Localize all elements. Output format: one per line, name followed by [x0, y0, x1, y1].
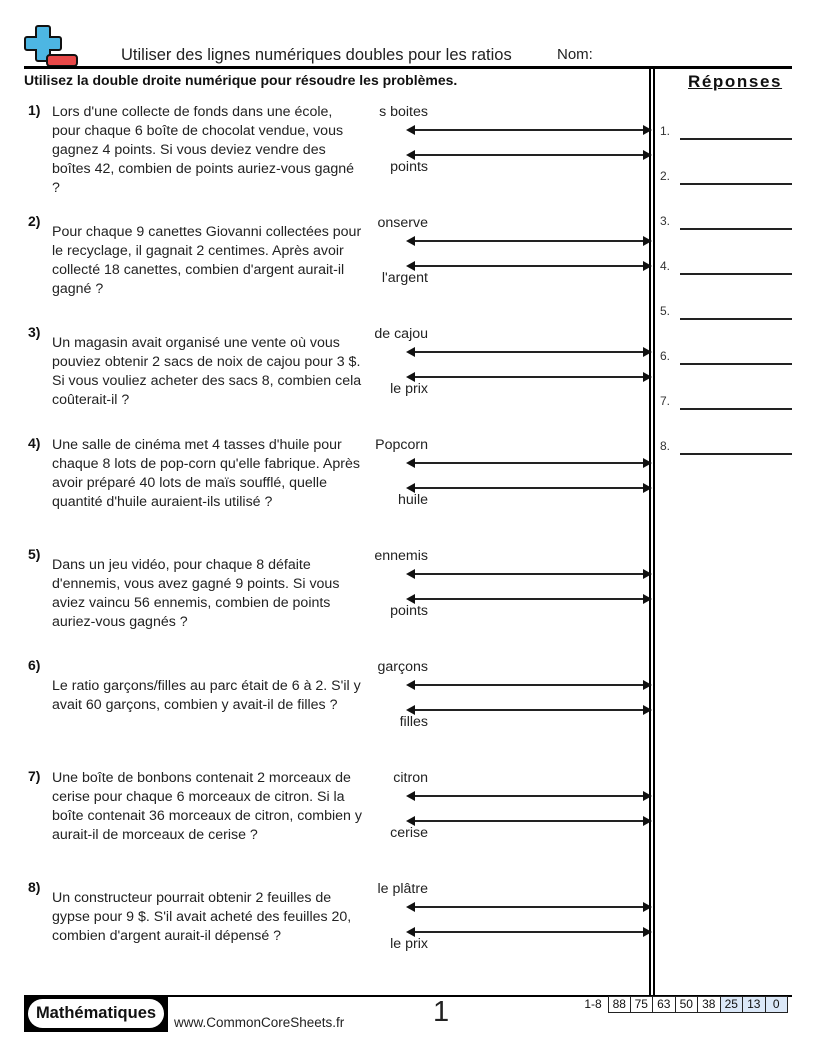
problem-text: Lors d'une collecte de fonds dans une école, pour chaque 6 boîte de chocolat vendue, vous gagnez 4 points. Si vous deviez vendre des boîtes 42, combien de points auriez-vous gagné ? [52, 104, 355, 196]
score-range-label: 1-8 [584, 997, 602, 1011]
number-line-top[interactable] [410, 573, 648, 575]
score-cell: 75 [631, 996, 654, 1013]
problem-7 [24, 766, 664, 877]
footer-url[interactable]: www.CommonCoreSheets.fr [174, 1015, 345, 1030]
problem-number: 5) [28, 546, 41, 562]
problem-text: Un magasin avait organisé une vente où vous pouviez obtenir 2 sacs de noix de cajou pour 3 $. Si vous vouliez acheter des sacs 8, combien cela coûterait-il ? [52, 335, 362, 408]
score-cell: 50 [676, 996, 699, 1013]
problem-text: Une salle de cinéma met 4 tasses d'huile pour chaque 8 lots de pop-corn qu'elle fabrique. Après avoir préparé 40 lots de maïs soufflé, quelle quantité d'huile auraient-ils utilisé ? [52, 437, 360, 510]
problem-8 [24, 877, 664, 988]
score-cell: 63 [653, 996, 676, 1013]
instructions: Utilisez la double droite numérique pour résoudre les problèmes. [24, 72, 458, 88]
problem-number: 6) [28, 657, 41, 673]
score-cell: 38 [698, 996, 721, 1013]
problem-number: 2) [28, 213, 41, 229]
number-line-bottom-label: le prix [390, 936, 428, 952]
number-line-bottom[interactable] [410, 154, 648, 156]
score-cell: 0 [766, 996, 789, 1013]
problem-text: Dans un jeu vidéo, pour chaque 8 défaite d'ennemis, vous avez gagné 9 points. Si vous aviez vaincu 56 ennemis, combien de points auriez-vous gagnés ? [52, 557, 340, 630]
header-rule [24, 66, 792, 69]
number-line-bottom-label: huile [398, 492, 428, 508]
score-cell: 88 [608, 996, 631, 1013]
answer-field-5[interactable] [680, 318, 792, 320]
name-label: Nom: [557, 46, 593, 63]
number-line-top-label: ennemis [374, 548, 428, 564]
number-line-top[interactable] [410, 795, 648, 797]
number-line-bottom[interactable] [410, 376, 648, 378]
answer-field-4[interactable] [680, 273, 792, 275]
worksheet-title: Utiliser des lignes numériques doubles pour les ratios [121, 46, 512, 64]
subject-badge-label: Mathématiques [28, 999, 164, 1028]
plus-minus-logo-icon [24, 24, 80, 70]
number-line-bottom[interactable] [410, 487, 648, 489]
number-line-bottom[interactable] [410, 709, 648, 711]
problem-1 [24, 100, 664, 211]
number-line-top[interactable] [410, 240, 648, 242]
answer-field-6[interactable] [680, 363, 792, 365]
number-line-bottom-label: points [390, 603, 428, 619]
page-number: 1 [433, 996, 450, 1028]
number-line-top-label: de cajou [374, 326, 428, 342]
problem-text: Un constructeur pourrait obtenir 2 feuilles de gypse pour 9 $. S'il avait acheté des feuilles 20, combien d'argent aurait-il dépensé ? [52, 890, 352, 944]
number-line-top-label: s boites [379, 104, 428, 120]
number-line-top-label: le plâtre [377, 881, 428, 897]
number-line-top-label: onserve [377, 215, 428, 231]
number-line-bottom[interactable] [410, 265, 648, 267]
answer-field-1[interactable] [680, 138, 792, 140]
problem-4 [24, 433, 664, 544]
answer-label-1: 1. [660, 124, 671, 138]
number-line-bottom[interactable] [410, 931, 648, 933]
number-line-bottom-label: points [390, 159, 428, 175]
problem-number: 1) [28, 102, 41, 118]
number-line-top-label: citron [393, 770, 428, 786]
problem-text: Pour chaque 9 canettes Giovanni collectées pour le recyclage, il gagnait 2 centimes. Après avoir collecté 18 canettes, combien d'argent aurait-il gagné ? [52, 224, 362, 297]
score-table [578, 996, 788, 1013]
answer-label-8: 8. [660, 439, 671, 453]
answer-label-3: 3. [660, 214, 671, 228]
answer-label-4: 4. [660, 259, 671, 273]
answer-field-2[interactable] [680, 183, 792, 185]
number-line-top[interactable] [410, 129, 648, 131]
number-line-bottom[interactable] [410, 820, 648, 822]
problem-6 [24, 655, 664, 766]
number-line-top[interactable] [410, 684, 648, 686]
number-line-top[interactable] [410, 462, 648, 464]
answer-field-8[interactable] [680, 453, 792, 455]
number-line-top-label: Popcorn [375, 437, 428, 453]
problem-2 [24, 211, 664, 322]
answer-field-7[interactable] [680, 408, 792, 410]
problem-number: 4) [28, 435, 41, 451]
subject-badge [24, 996, 168, 1032]
number-line-bottom[interactable] [410, 598, 648, 600]
score-cell: 25 [721, 996, 744, 1013]
answer-label-2: 2. [660, 169, 671, 183]
problem-3 [24, 322, 664, 433]
number-line-top[interactable] [410, 351, 648, 353]
problem-text: Une boîte de bonbons contenait 2 morceaux de cerise pour chaque 6 morceaux de citron. Si la boîte contenait 36 morceaux de citron, combien y aurait-il de morceaux de cerise ? [52, 770, 362, 843]
problem-5 [24, 544, 664, 655]
number-line-bottom-label: filles [399, 714, 428, 730]
number-line-bottom-label: le prix [390, 381, 428, 397]
number-line-bottom-label: l'argent [381, 270, 428, 286]
answer-label-6: 6. [660, 349, 671, 363]
number-line-bottom-label: cerise [390, 825, 428, 841]
answers-title: Réponses [688, 72, 783, 91]
problem-text: Le ratio garçons/filles au parc était de 6 à 2. S'il y avait 60 garçons, combien y avait-il de filles ? [52, 678, 361, 713]
score-cell: 13 [743, 996, 766, 1013]
answer-label-7: 7. [660, 394, 671, 408]
problem-number: 8) [28, 879, 41, 895]
number-line-top-label: garçons [377, 659, 428, 675]
answer-field-3[interactable] [680, 228, 792, 230]
problem-number: 7) [28, 768, 41, 784]
answer-label-5: 5. [660, 304, 671, 318]
problem-number: 3) [28, 324, 41, 340]
number-line-top[interactable] [410, 906, 648, 908]
